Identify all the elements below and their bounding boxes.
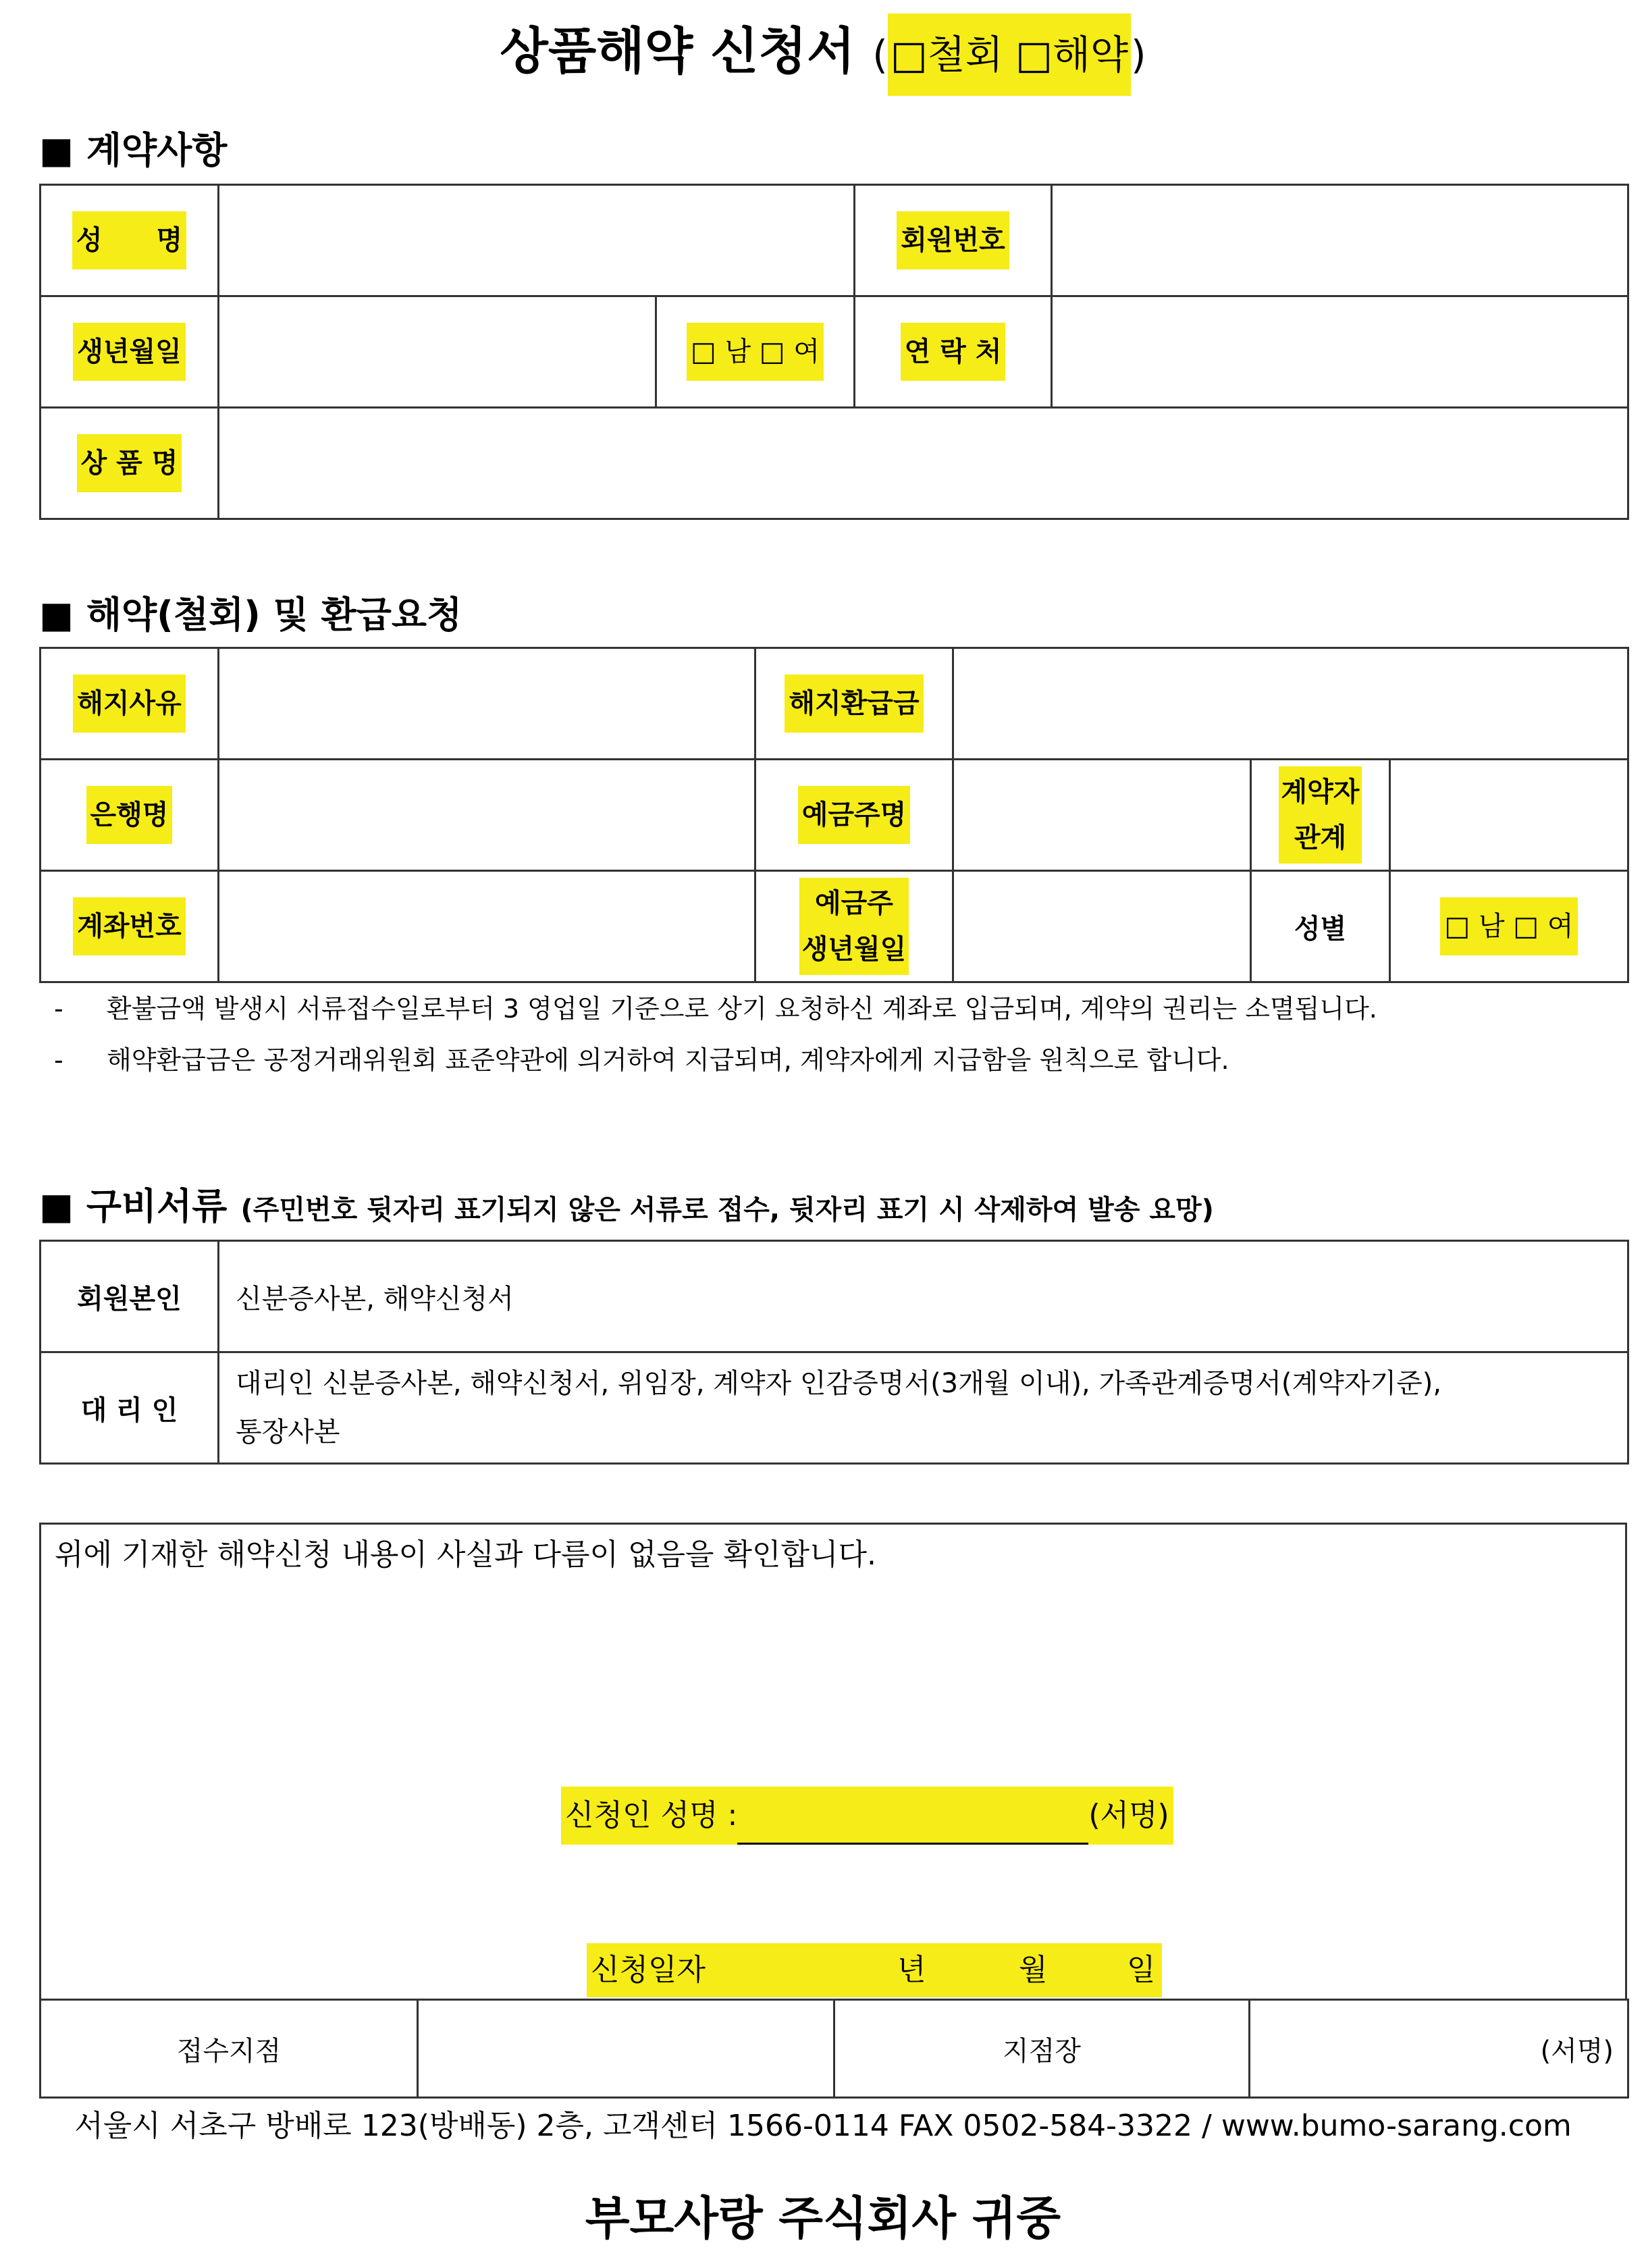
agent-docs [219,1352,1628,1464]
gender-options[interactable]: □ 남 □ 여 [687,323,824,381]
page-title [0,14,1646,96]
holder-birth-label [799,878,909,975]
applicant-label: 신청인 성명 : [565,1798,738,1832]
holder-label: 예금주명 [798,786,911,844]
date-day: 일 [1127,1953,1156,1987]
gender-label: 성별 [1294,913,1347,945]
branch-label-cell [41,2000,418,2098]
manager-label-cell [834,2000,1250,2098]
branch-label: 접수지점 [176,2035,282,2067]
account-label: 계좌번호 [73,897,186,955]
note-dash: - [54,1045,63,1075]
holder-birth-label-line1: 예금주 [815,888,893,919]
member-no-field[interactable] [1052,185,1628,296]
contact-label-cell [855,296,1052,408]
product-label-cell [41,408,219,519]
title-options [872,32,1146,78]
title-close-paren: ) [1131,32,1146,78]
product-field[interactable] [219,408,1628,519]
date-month: 월 [1019,1953,1048,1987]
holder-gender-options[interactable]: □ 남 □ 여 [1440,897,1577,955]
gender-label-cell [1251,871,1390,982]
option-withdraw[interactable]: □철회 [890,32,1003,78]
name-label: 성 명 [72,211,186,269]
applicant-name-line[interactable] [737,1805,1088,1845]
confirmation-box [39,1523,1627,2001]
contact-field[interactable] [1052,296,1628,408]
note-text: 해약환급금은 공정거래위원회 표준약관에 의거하여 지급되며, 계약자에게 지급함을 원칙으로 합니다. [107,1045,1229,1075]
relation-label-line1: 계약자 [1281,776,1360,808]
relation-label [1279,766,1362,864]
option-cancel[interactable]: □해약 [1015,32,1129,78]
account-label-cell [41,871,219,982]
refund-label: 해지환급금 [785,675,923,733]
reason-label: 해지사유 [73,675,186,733]
account-field[interactable] [219,871,755,982]
bank-label: 은행명 [86,786,173,844]
title-open-paren: ( [872,32,888,78]
member-self-label: 회원본인 [77,1283,182,1315]
title-main: 상품해약 신청서 [500,22,855,80]
birth-label-cell [41,296,219,408]
application-date[interactable] [587,1943,1162,1997]
agent-docs-line1: 대리인 신분증사본, 해약신청서, 위임장, 계약자 인감증명서(3개월 이내), 가족관계증명서(계약자기준), [236,1368,1442,1399]
holder-birth-label-line2: 생년월일 [801,934,907,965]
product-label: 상 품 명 [77,434,182,492]
member-no-label-cell [855,185,1052,296]
receipt-table [39,1999,1629,2099]
relation-label-cell [1251,760,1390,871]
section-documents-heading [39,1178,1214,1230]
note-dash: - [54,994,63,1024]
holder-field[interactable] [953,760,1251,871]
note-item [54,983,1377,1034]
refund-notes [54,983,1377,1086]
holder-label-cell [755,760,953,871]
manager-sign-suffix: (서명) [1540,2035,1614,2067]
name-field[interactable] [219,185,855,296]
branch-field[interactable] [418,2000,834,2098]
agent-label: 대 리 인 [80,1394,178,1426]
documents-note: (주민번호 뒷자리 표기되지 않은 서류로 접수, 뒷자리 표기 시 삭제하여 발송 요망) [240,1194,1214,1225]
member-self-docs: 신분증사본, 해약신청서 [219,1241,1628,1352]
section-contract-heading: ■ 계약사항 [39,129,228,172]
member-self-label-cell [41,1241,219,1352]
name-label-cell [41,185,219,296]
birth-field[interactable] [219,296,656,408]
reason-label-cell [41,648,219,760]
agent-label-cell [41,1352,219,1464]
holder-gender-cell[interactable] [1390,871,1628,982]
relation-label-line2: 관계 [1294,822,1347,853]
refund-field[interactable] [953,648,1628,760]
closing-recipient: 부모사랑 주식회사 귀중 [585,2192,1061,2246]
footer-address: 서울시 서초구 방배로 123(방배동) 2층, 고객센터 1566-0114 FAX 0502-584-3322 / www.bumo-sarang.com [74,2109,1572,2143]
date-year: 년 [897,1953,926,1987]
note-text: 환불금액 발생시 서류접수일로부터 3 영업일 기준으로 상기 요청하신 계좌로 입금되며, 계약의 권리는 소멸됩니다. [107,994,1377,1024]
withdraw-cancel-options[interactable] [888,14,1131,96]
bank-field[interactable] [219,760,755,871]
contract-table [39,184,1629,520]
birth-label: 생년월일 [73,323,186,381]
documents-table [39,1240,1629,1465]
manager-sign-field[interactable] [1250,2000,1628,2098]
applicant-signature[interactable] [561,1787,1173,1845]
manager-label: 지점장 [1003,2035,1081,2067]
reason-field[interactable] [219,648,755,760]
section-refund-heading: ■ 해약(철회) 및 환급요청 [39,594,462,636]
agent-docs-line2: 통장사본 [236,1417,340,1448]
date-label: 신청일자 [591,1953,706,1987]
contact-label: 연 락 처 [901,323,1006,381]
member-no-label: 회원번호 [897,211,1009,269]
note-item [54,1034,1377,1086]
holder-birth-label-cell [755,871,953,982]
applicant-sign-suffix: (서명) [1088,1798,1169,1832]
refund-table [39,647,1629,983]
refund-label-cell [755,648,953,760]
documents-heading-text: ■ 구비서류 [39,1185,228,1228]
gender-cell[interactable] [656,296,855,408]
bank-label-cell [41,760,219,871]
relation-field[interactable] [1390,760,1628,871]
holder-birth-field[interactable] [953,871,1251,982]
confirmation-statement: 위에 기재한 해약신청 내용이 사실과 다름이 없음을 확인합니다. [55,1537,876,1572]
